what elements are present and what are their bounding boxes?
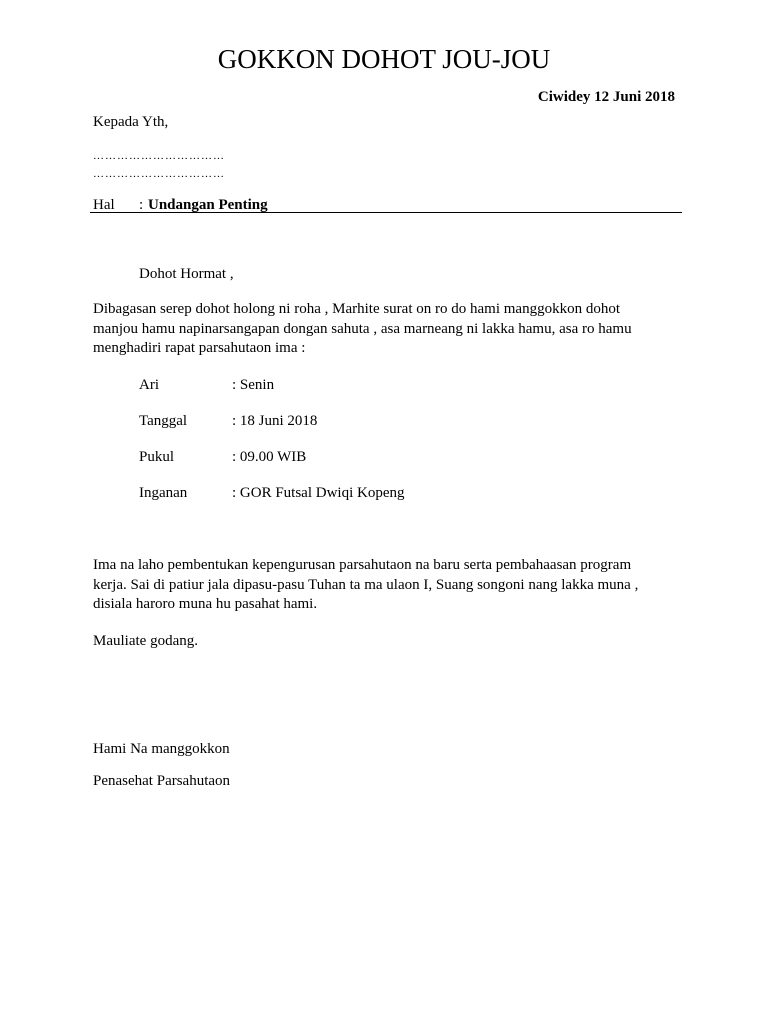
signature-line-1: Hami Na manggokkon <box>93 741 230 757</box>
subject-label: Hal <box>93 197 115 213</box>
closing-text: Mauliate godang. <box>93 633 198 649</box>
intro-line: manjou hamu napinarsangapan dongan sahuta , asa marneang ni lakka hamu, asa ro hamu <box>93 320 632 337</box>
subject-underline <box>90 212 682 213</box>
letter-title: GOKKON DOHOT JOU-JOU <box>217 44 551 74</box>
intro-line: menghadiri rapat parsahutaon ima : <box>93 340 306 356</box>
letter-date: Ciwidey 12 Juni 2018 <box>537 89 675 105</box>
greeting: Dohot Hormat , <box>139 266 234 282</box>
detail-value-day: : Senin <box>232 377 275 393</box>
subject-value: Undangan Penting <box>148 197 268 213</box>
recipient-dots-line-1: …………………………… <box>93 150 225 162</box>
detail-label-day: Ari <box>139 377 159 393</box>
body-paragraph <box>93 556 678 615</box>
detail-value-date: : 18 Juni 2018 <box>232 413 318 429</box>
intro-paragraph <box>93 300 678 359</box>
signature-line-2: Penasehat Parsahutaon <box>93 773 231 789</box>
body-line: Ima na laho pembentukan kepengurusan parsahutaon na baru serta pembahaasan program <box>93 557 632 573</box>
body-line: disiala haroro muna hu pasahat hami. <box>93 596 318 612</box>
detail-value-place: : GOR Futsal Dwiqi Kopeng <box>232 485 405 501</box>
detail-label-date: Tanggal <box>139 413 188 429</box>
detail-label-place: Inganan <box>139 485 188 501</box>
detail-label-time: Pukul <box>139 449 175 465</box>
body-line: kerja. Sai di patiur jala dipasu-pasu Tuhan ta ma ulaon I, Suang songoni nang lakka muna , <box>93 576 639 593</box>
recipient-salutation: Kepada Yth, <box>93 114 169 130</box>
recipient-dots-line-2: …………………………… <box>93 168 225 180</box>
intro-line: Dibagasan serep dohot holong ni roha , Marhite surat on ro do hami manggokkon dohot <box>93 301 620 317</box>
detail-value-time: : 09.00 WIB <box>232 449 307 465</box>
subject-separator: : <box>139 197 144 213</box>
